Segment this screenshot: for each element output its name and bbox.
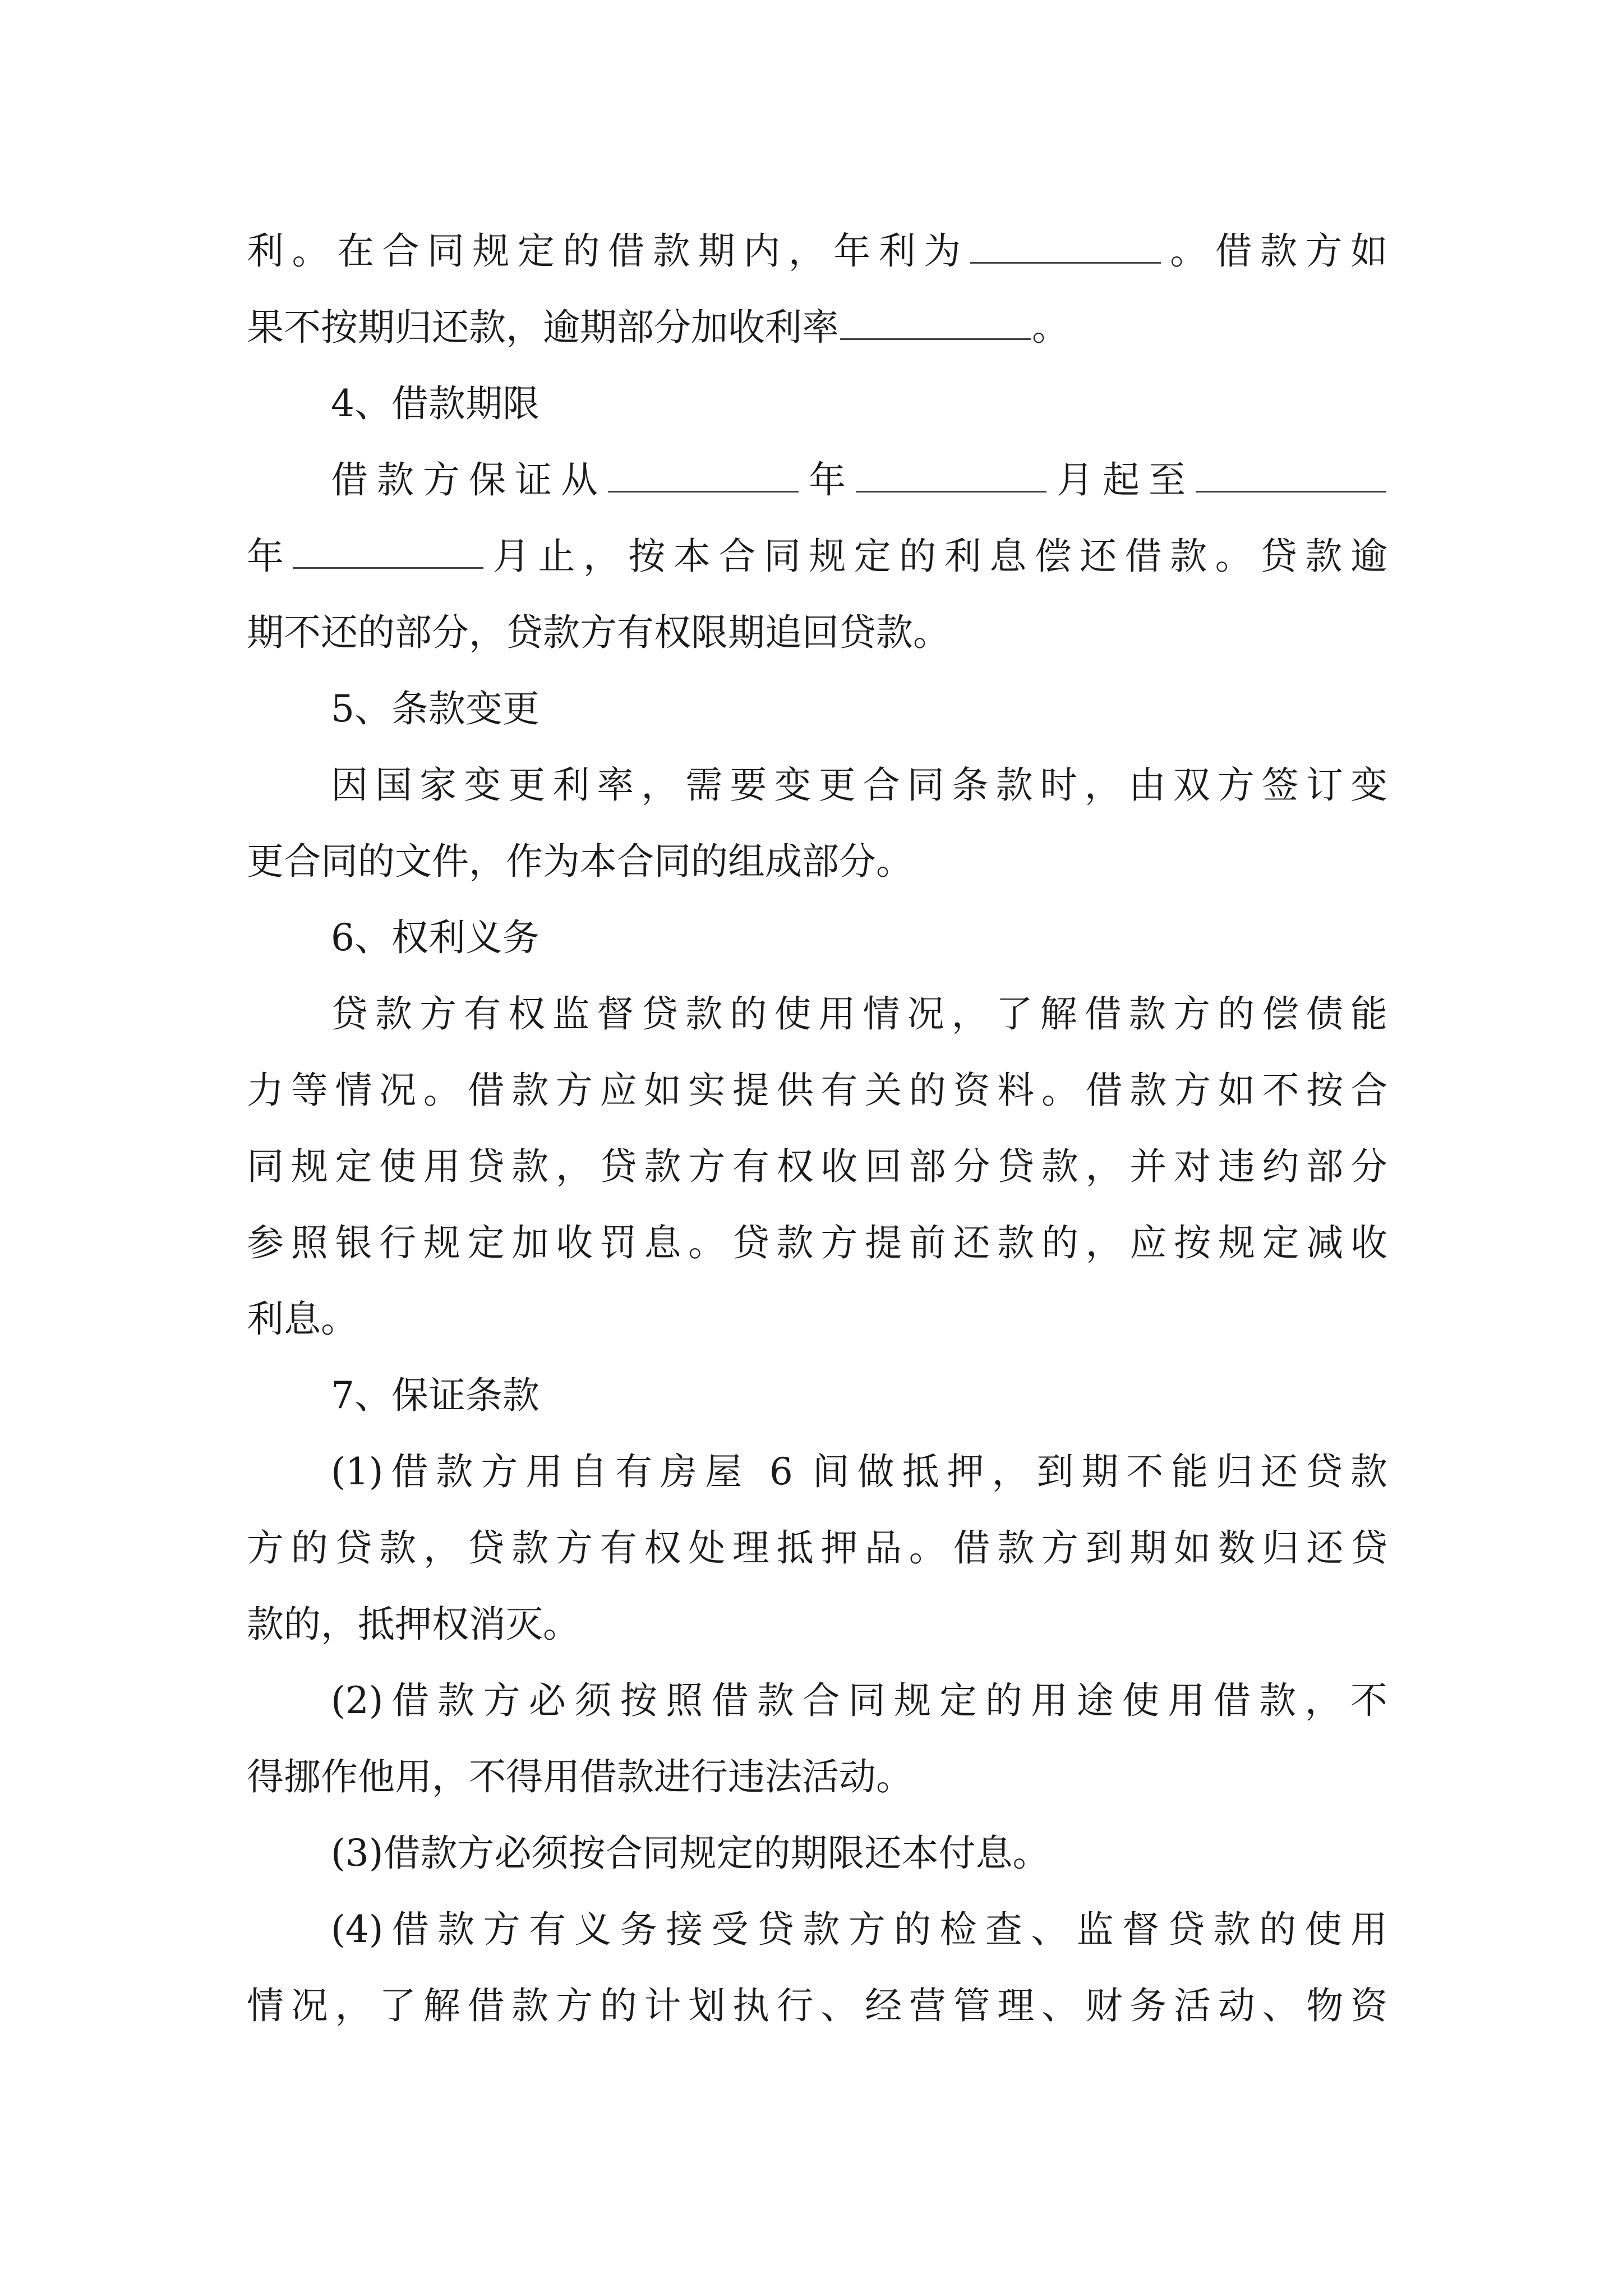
paragraph-line: 款的，抵押权消灭。 (247, 1603, 580, 1646)
text-segment: 年 (247, 535, 292, 578)
fill-in-blank (856, 489, 1046, 493)
fill-in-blank (293, 565, 483, 569)
paragraph-line (247, 289, 1387, 366)
paragraph-line: 得挪作他用，不得用借款进行违法活动。 (247, 1755, 913, 1798)
fill-in-blank (608, 489, 799, 493)
paragraph-line: (2)借款方必须按照借款合同规定的用途使用借款，不 (331, 1679, 1387, 1722)
paragraph-line: (3)借款方必须按合同规定的期限还本付息。 (331, 1832, 1050, 1875)
fill-in-blank (840, 336, 1031, 340)
fill-in-blank (970, 260, 1161, 264)
text-segment: 。 (1032, 306, 1069, 349)
text-segment: 月止，按本合同规定的利息偿还借款。贷款逾 (485, 535, 1387, 578)
paragraph-line: 同规定使用贷款，贷款方有权收回部分贷款，并对违约部分 (247, 1145, 1387, 1188)
paragraph-line: 贷款方有权监督贷款的使用情况，了解借款方的偿债能 (331, 992, 1387, 1036)
section-heading-5: 5、条款变更 (331, 687, 540, 730)
paragraph-line (247, 442, 1387, 518)
section-heading-6: 6、权利义务 (331, 916, 540, 959)
paragraph-line: 利息。 (247, 1297, 358, 1341)
paragraph-line: 方的贷款，贷款方有权处理抵押品。借款方到期如数归还贷 (247, 1526, 1387, 1570)
paragraph-line: 力等情况。借款方应如实提供有关的资料。借款方如不按合 (247, 1069, 1387, 1112)
paragraph-line: (4)借款方有义务接受贷款方的检查、监督贷款的使用 (331, 1908, 1387, 1951)
text-segment: 。借款方如 (1161, 229, 1387, 273)
text-segment: 年 (800, 458, 855, 501)
paragraph-line: 情况，了解借款方的计划执行、经营管理、财务活动、物资 (247, 1984, 1387, 2027)
paragraph-line: (1)借款方用自有房屋 6 间做抵押，到期不能归还贷款 (331, 1450, 1387, 1493)
document-page (247, 213, 1387, 2044)
paragraph-line: 期不还的部分，贷款方有权限期追回贷款。 (247, 611, 950, 654)
paragraph-line: 因国家变更利率，需要变更合同条款时，由双方签订变 (331, 763, 1387, 807)
section-heading-7: 7、保证条款 (331, 1374, 540, 1417)
text-segment: 月起至 (1048, 458, 1195, 501)
text-segment: 利。在合同规定的借款期内，年利为 (247, 229, 969, 273)
fill-in-blank (1196, 489, 1386, 493)
text-segment: 借款方保证从 (331, 458, 607, 501)
paragraph-line (247, 213, 1387, 289)
text-segment: 果不按期归还款，逾期部分加收利率 (247, 306, 839, 349)
paragraph-line: 参照银行规定加收罚息。贷款方提前还款的，应按规定减收 (247, 1221, 1387, 1264)
paragraph-line: 更合同的文件，作为本合同的组成部分。 (247, 840, 913, 883)
paragraph-line (247, 518, 1387, 595)
section-heading-4: 4、借款期限 (331, 382, 540, 425)
